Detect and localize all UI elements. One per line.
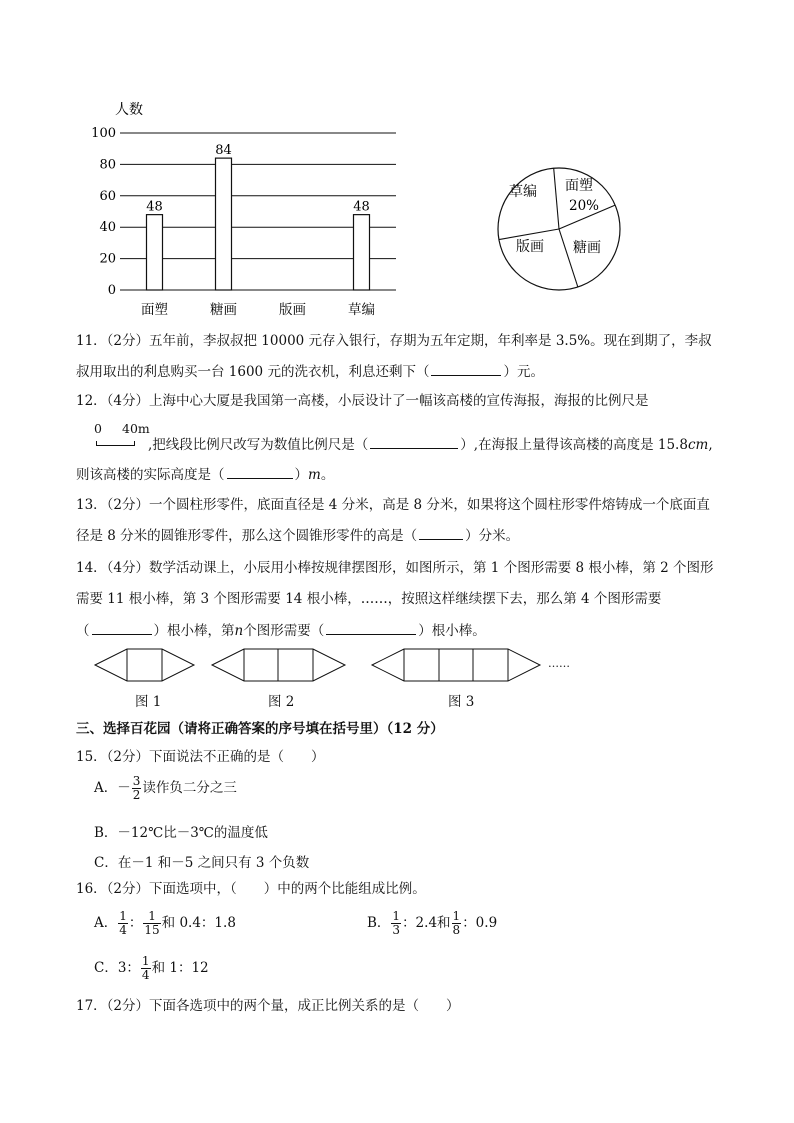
y-tick-label: 40 xyxy=(99,220,116,236)
q14-variable-n: n xyxy=(234,623,244,639)
y-tick-label: 80 xyxy=(99,157,116,173)
q16-b-label: B． xyxy=(367,915,391,931)
q11-line1: 11．（2分）五年前，李叔叔把 10000 元存入银行，存期为五年定期，年利率是 3.5%。现在到期了，李叔 xyxy=(76,333,712,349)
bar xyxy=(354,215,370,290)
question-12 xyxy=(76,393,649,409)
q14-text-a: （ xyxy=(76,623,90,639)
q14-fourth-blank[interactable] xyxy=(92,622,152,635)
question-17-stem: 17．（2分）下面各选项中的两个量，成正比例关系的是（ ） xyxy=(76,998,460,1014)
section-3-heading: 三、选择百花园（请将正确答案的序号填在括号里）（12 分） xyxy=(76,721,444,737)
q13-answer-blank[interactable] xyxy=(419,527,463,540)
question-15-stem: 15．（2分）下面说法不正确的是（ ） xyxy=(76,749,325,765)
line-scale-bar xyxy=(94,421,150,448)
q16-option-b[interactable] xyxy=(367,910,497,937)
q12-text-b: ）,在海报上量得该高楼的高度是 15.8 xyxy=(460,437,688,453)
q12-line1: 12．（4分）上海中心大厦是我国第一高楼，小辰设计了一幅该高楼的宣传海报，海报的比例尺是 xyxy=(76,393,649,409)
question-12-line2 xyxy=(148,436,713,453)
question-11-line2 xyxy=(76,363,544,380)
q15-a-denominator: 2 xyxy=(132,788,141,802)
scale-segment xyxy=(96,441,135,446)
bar-value-label: 84 xyxy=(215,143,232,159)
pie-slice-label: 版画 xyxy=(516,239,544,255)
q14-line2: 需要 11 根小棒，第 3 个图形需要 14 根小棒，……，按照这样继续摆下去，那么第 4 个图形需要 xyxy=(76,591,662,607)
q16-a-label: A． xyxy=(94,915,118,931)
category-label: 糖画 xyxy=(210,302,237,318)
q14-line1: 14．（4分）数学活动课上，小辰用小棒按规律摆图形，如图所示，第 1 个图形需要 8 根小棒，第 2 个图形 xyxy=(76,560,714,576)
q15-a-text: 读作负二分之三 xyxy=(142,780,237,796)
q14-nth-blank[interactable] xyxy=(326,622,416,635)
y-tick-label: 20 xyxy=(99,251,116,267)
q16-a-text: 和 0.4：1.8 xyxy=(161,915,236,931)
question-14 xyxy=(76,560,714,576)
q15-option-a[interactable] xyxy=(94,775,237,802)
y-tick-label: 100 xyxy=(91,126,116,141)
q12-text-a: ,把线段比例尺改写为数值比例尺是（ xyxy=(148,437,369,453)
pie-slice-label: 面塑 xyxy=(565,178,593,194)
figure-2-caption: 图 2 xyxy=(268,694,295,710)
q15-a-label: A．－ xyxy=(94,780,131,796)
pie-slice-percent: 20% xyxy=(568,198,600,214)
q14-text-b: ）根小棒，第 xyxy=(153,623,235,639)
q13-text: 径是 8 分米的圆锥形零件，那么这个圆锥形零件的高是（ xyxy=(76,528,418,544)
q12-unit-m: m xyxy=(308,467,321,483)
bar-value-label: 48 xyxy=(146,199,163,215)
q16-c-fraction xyxy=(141,955,151,982)
q16-b-num-2: 1 xyxy=(452,909,461,923)
ellipsis: …… xyxy=(548,657,570,670)
q16-c-label: C．3： xyxy=(94,960,140,976)
q16-b-fraction-2 xyxy=(452,910,462,937)
q16-a-den-1: 4 xyxy=(119,923,127,937)
q16-a-num-2: 1 xyxy=(143,910,160,924)
q16-a-fraction-1 xyxy=(118,910,128,937)
q13-line1: 13．（2分）一个圆柱形零件，底面直径是 4 分米，高是 8 分米，如果将这个圆柱形零件熔铸成一个底面直 xyxy=(76,497,710,513)
q16-a-colon: ： xyxy=(128,915,143,931)
figure-3-shape xyxy=(372,649,540,681)
bar xyxy=(216,158,232,290)
scale-zero-label: 0 xyxy=(94,421,102,436)
q16-option-c[interactable] xyxy=(94,955,209,982)
question-11 xyxy=(76,333,712,349)
q12-text-e: 则该高楼的实际高度是（ xyxy=(76,467,225,483)
q16-b-mid-text: ：2.4和 xyxy=(402,915,451,931)
q15-option-c[interactable]: C．在－1 和－5 之间只有 3 个负数 xyxy=(94,855,310,871)
q16-a-den-2: 15 xyxy=(144,923,160,937)
q14-text-d: 个图形需要（ xyxy=(243,623,325,639)
q11-text: 叔用取出的利息购买一台 1600 元的洗衣机，利息还剩下（ xyxy=(76,364,430,380)
figure-2-shape xyxy=(212,649,345,681)
figure-1-shape xyxy=(95,649,194,681)
q16-a-fraction-2 xyxy=(143,910,160,937)
q15-a-numerator: 3 xyxy=(132,774,141,788)
q12-text-f: ） xyxy=(294,467,308,483)
category-label: 版画 xyxy=(279,302,306,318)
question-13-line2 xyxy=(76,527,519,544)
q12-height-blank[interactable] xyxy=(227,466,293,479)
pie-slice-label: 糖画 xyxy=(573,240,601,256)
pie-chart xyxy=(495,165,625,295)
question-14-line2 xyxy=(76,591,661,607)
stick-figures xyxy=(90,645,590,690)
q16-b-text: ：0.9 xyxy=(462,915,498,931)
q16-c-text: 和 1：12 xyxy=(151,960,209,976)
pie-slice-label: 草编 xyxy=(509,184,537,200)
figure-1-caption: 图 1 xyxy=(135,694,162,710)
q16-option-a[interactable] xyxy=(94,910,236,937)
q16-b-num-1: 1 xyxy=(392,909,401,923)
q12-ratio-blank[interactable] xyxy=(370,436,458,449)
category-label: 面塑 xyxy=(141,302,168,318)
category-label: 草编 xyxy=(348,302,375,318)
q15-a-fraction xyxy=(132,775,142,802)
q11-answer-blank[interactable] xyxy=(431,363,501,376)
q16-b-den-2: 8 xyxy=(452,923,461,937)
q13-text-end: ）分米。 xyxy=(465,528,520,544)
scale-40m-label: 40m xyxy=(122,421,150,436)
question-12-line3 xyxy=(76,466,334,483)
q16-b-fraction-1 xyxy=(391,910,401,937)
y-tick-label: 60 xyxy=(99,188,116,204)
q12-unit-cm: cm xyxy=(687,437,709,453)
question-16-stem: 16．（2分）下面选项中，（ ）中的两个比能组成比例。 xyxy=(76,881,426,897)
q15-option-b[interactable]: B．－12℃比－3℃的温度低 xyxy=(94,825,268,841)
question-13 xyxy=(76,497,710,513)
q12-text-g: 。 xyxy=(320,467,335,483)
y-tick-label: 0 xyxy=(107,283,116,298)
q14-text-e: ）根小棒。 xyxy=(418,623,486,639)
q16-b-den-1: 3 xyxy=(392,923,401,937)
q12-text-d: , xyxy=(708,437,713,453)
bar-chart xyxy=(90,95,410,325)
bar-value-label: 48 xyxy=(353,199,370,215)
q16-a-num-1: 1 xyxy=(119,909,127,923)
q11-text-end: ）元。 xyxy=(503,364,544,380)
question-14-line3 xyxy=(76,622,486,639)
y-axis-label: 人数 xyxy=(115,102,143,118)
q16-c-num: 1 xyxy=(141,954,150,968)
q16-c-den: 4 xyxy=(141,968,150,982)
figure-3-caption: 图 3 xyxy=(448,694,475,710)
bar xyxy=(147,215,163,290)
